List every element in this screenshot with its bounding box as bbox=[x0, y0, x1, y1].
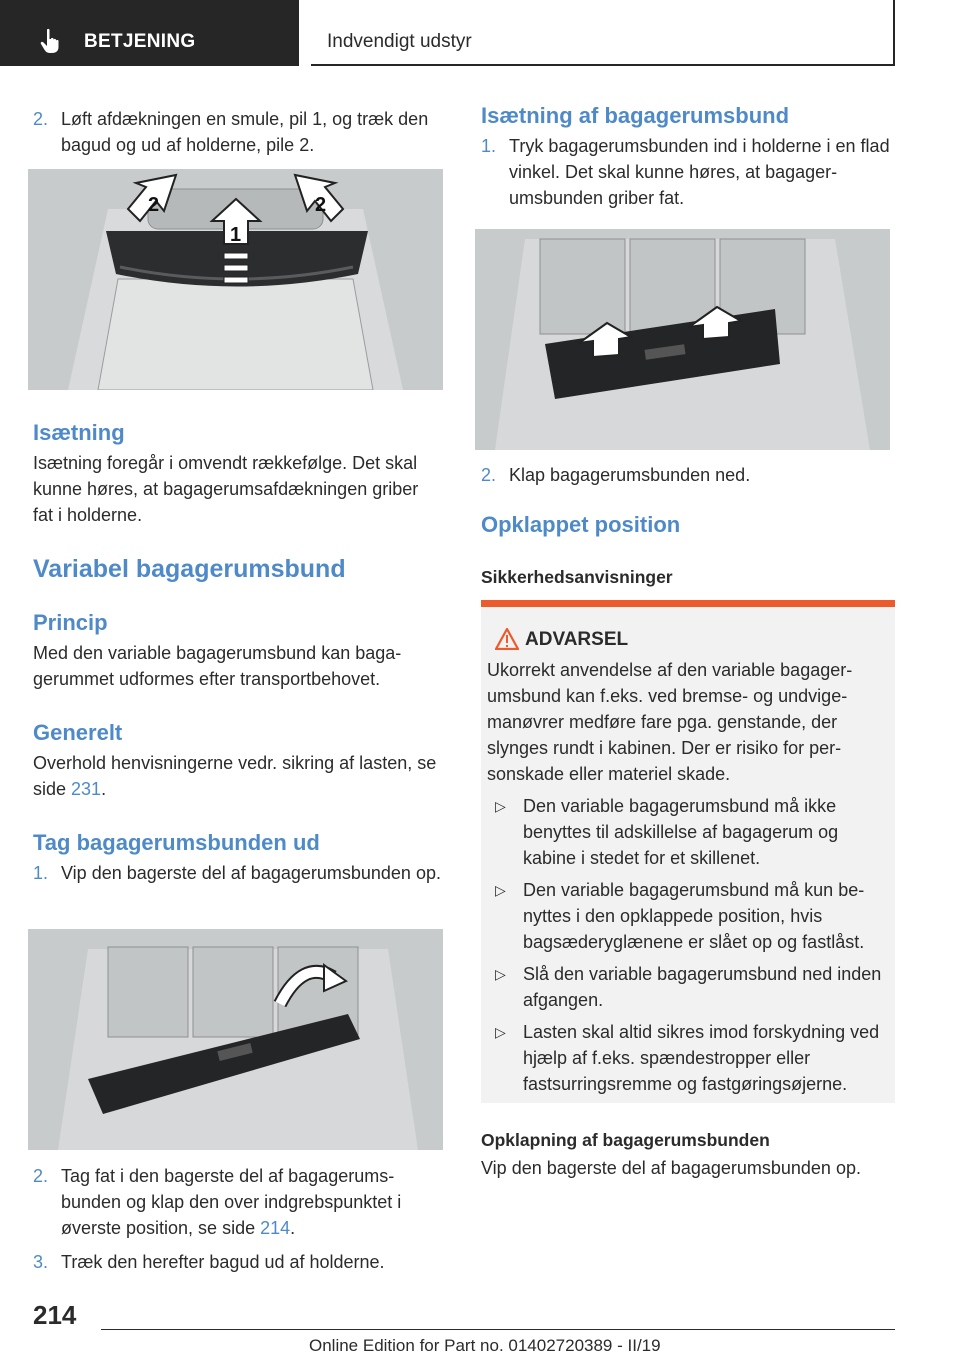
chapter-title: Indvendigt udstyr bbox=[327, 31, 472, 52]
floor-insert-image bbox=[475, 229, 890, 450]
warning-box bbox=[481, 600, 895, 1103]
footer-divider bbox=[101, 1329, 895, 1330]
arrow-label-1: 1 bbox=[230, 224, 242, 246]
warning-bullet: ▷ Den variable bagagerumsbund må ikke benyttes til adskillelse af bagagerum og kabine i stedet for et skillenet. bbox=[481, 793, 891, 871]
opklapning-text: Vip den bagerste del af bagagerumsbunden op. bbox=[481, 1158, 861, 1178]
opklappet-heading: Opklappet position bbox=[481, 512, 681, 537]
isaetning-text: Isætning foregår i omvendt rækkefølge. Det skal kunne høres, at bagagerumsafdækningen griber fat i holderne. bbox=[33, 453, 419, 525]
isaetning-section bbox=[33, 420, 443, 528]
warning-bullet: ▷ Lasten skal altid sikres imod forskydning ved hjælp af f.eks. spændestropper eller fastsurringsremme og fastgøringsøjerne. bbox=[481, 1019, 891, 1097]
generelt-heading: Generelt bbox=[33, 720, 123, 745]
sikkerhed-heading: Sikkerhedsanvisninger bbox=[481, 567, 673, 587]
hand-icon bbox=[40, 28, 60, 54]
chapter-header bbox=[311, 0, 895, 66]
sikkerhed-heading-block bbox=[481, 567, 895, 588]
arrow-label-2-left: 2 bbox=[148, 194, 160, 216]
step-number: 2. bbox=[33, 109, 49, 129]
tag-steps-2-3: 2. Tag fat i den bagerste del af bagagerumsbunden og klap den over indgrebspunktet i øverste position, se side 214. 3. Træk den herefter bagud ud af holderne. bbox=[33, 1166, 402, 1272]
opklappet-heading-block bbox=[481, 512, 895, 538]
generelt-section bbox=[33, 720, 443, 802]
page-number: 214 bbox=[33, 1300, 77, 1330]
right-step-2: 2. Klap bagagerumsbunden ned. bbox=[481, 465, 751, 485]
princip-section bbox=[33, 610, 443, 692]
variabel-heading-block bbox=[33, 555, 443, 584]
isaetning-heading: Isætning bbox=[33, 420, 125, 445]
step-text: Vip den bagerste del af bagagerumsbunden op. bbox=[61, 863, 441, 883]
generelt-text: Overhold henvisningerne vedr. sikring af lasten, se side 231. bbox=[33, 753, 437, 799]
tag-heading: Tag bagagerumsbunden ud bbox=[33, 830, 320, 855]
footer-edition: Online Edition for Part no. 01402720389 - II/19 bbox=[309, 1336, 661, 1355]
arrow-label-2-right: 2 bbox=[315, 194, 327, 216]
warning-bullet: ▷ Slå den variable bagagerumsbund ned inden afgangen. bbox=[481, 961, 891, 1013]
warning-text: Ukorrekt anvendelse af den variable bagagerumsbund kan f.eks. ved bremse- og undvigemanøvrer medføre fare pga. genstande, der slynges rundt i kabinen. Der er risiko for personskade eller materiel skade. bbox=[487, 660, 853, 784]
section-title: BETJENING bbox=[84, 31, 196, 52]
floor-fold-image bbox=[28, 929, 443, 1150]
cargo-cover-removal-image bbox=[28, 169, 443, 390]
princip-heading: Princip bbox=[33, 610, 108, 635]
page-link-214[interactable]: 214 bbox=[260, 1218, 291, 1238]
triangle-bullet-icon: ▷ bbox=[495, 882, 506, 898]
warning-triangle-icon bbox=[495, 628, 519, 650]
left-step-2 bbox=[33, 106, 443, 158]
triangle-bullet-icon: ▷ bbox=[495, 966, 506, 982]
triangle-bullet-icon: ▷ bbox=[495, 798, 506, 814]
section-tab bbox=[0, 0, 299, 66]
warning-bullet: ▷ Den variable bagagerumsbund må kun benyttes i den opklappede position, hvis bagsæderyglænene er slået op og fastlåst. bbox=[481, 877, 891, 955]
page-link-231[interactable]: 231 bbox=[71, 779, 102, 799]
opklapning-section bbox=[481, 1130, 895, 1181]
opklapning-heading: Opklapning af bagagerumsbunden bbox=[481, 1130, 770, 1150]
warning-bar bbox=[481, 600, 895, 607]
triangle-bullet-icon: ▷ bbox=[495, 1024, 506, 1040]
isaet-bund-section: Isætning af bagagerumsbund 1. Tryk bagagerumsbunden ind i holderne i en flad vinkel. Det skal kunne høres, at bagagerumsbunden griber fat. bbox=[481, 103, 895, 211]
tag-section: Tag bagagerumsbunden ud 1. Vip den bagerste del af bagagerumsbunden op. bbox=[33, 830, 443, 886]
step-text: Løft afdækningen en smule, pil 1, og træk den bagud og ud af holderne, pile 2. bbox=[61, 109, 429, 155]
princip-text: Med den variable bagagerumsbund kan bagagerummet udformes efter transportbehovet. bbox=[33, 643, 402, 689]
warning-bullets bbox=[481, 793, 891, 1097]
warning-title: ADVARSEL bbox=[525, 629, 629, 650]
variabel-heading: Variabel bagagerumsbund bbox=[33, 555, 346, 583]
isaet-bund-heading: Isætning af bagagerumsbund bbox=[481, 103, 790, 128]
